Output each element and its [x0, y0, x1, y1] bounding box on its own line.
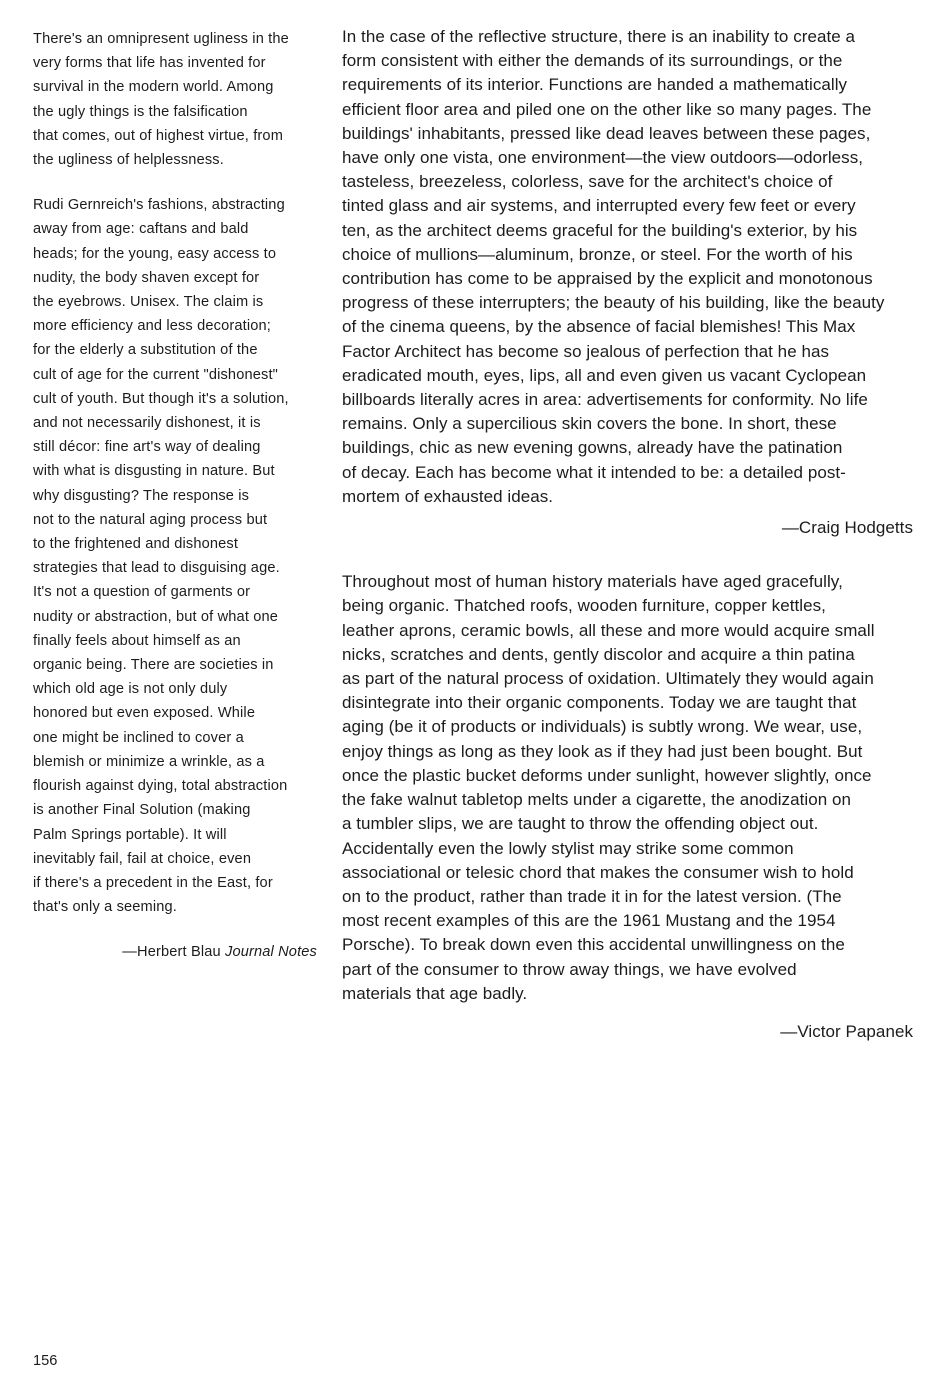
- text-line: tasteless, breezeless, colorless, save for the architect's choice of: [342, 172, 833, 192]
- quote-craig-hodgetts: [342, 25, 927, 509]
- text-line: Accidentally even the lowly stylist may strike some common: [342, 838, 794, 858]
- text-line: for the elderly a substitution of the: [33, 342, 258, 359]
- text-line: mortem of exhausted ideas.: [342, 486, 554, 506]
- text-line: flourish against dying, total abstraction: [33, 778, 288, 795]
- text-line: enjoy things as long as they look as if they had just been bought. But: [342, 741, 863, 761]
- text-line: very forms that life has invented for: [33, 55, 266, 72]
- text-line: cult of age for the current "dishonest": [33, 366, 278, 383]
- text-line: to the frightened and dishonest: [33, 536, 239, 553]
- text-line: organic being. There are societies in: [33, 657, 274, 674]
- text-line: honored but even exposed. While: [33, 705, 256, 722]
- text-line: In the case of the reflective structure, there is an inability to create a: [342, 27, 856, 46]
- text-line: nicks, scratches and dents, gently discolor and acquire a thin patina: [342, 644, 855, 664]
- text-line: is another Final Solution (making: [33, 802, 251, 819]
- text-line: aging (be it of products or individuals) is subtly wrong. We wear, use,: [342, 717, 863, 737]
- text-line: why disgusting? The response is: [33, 487, 250, 504]
- right-column: [342, 25, 927, 1044]
- text-line: contribution has come to be appraised by the explicit and monotonous: [342, 269, 873, 289]
- left-paragraph-2: [33, 193, 323, 919]
- quote-victor-papanek: [342, 570, 927, 1006]
- attribution-victor-papanek: —Victor Papanek: [780, 1021, 913, 1041]
- text-line: Porsche). To break down even this accidental unwillingness on the: [342, 935, 845, 955]
- text-line: Throughout most of human history materials have aged gracefully,: [342, 572, 843, 592]
- text-line: nudity, the body shaven except for: [33, 269, 260, 286]
- left-column: [33, 27, 323, 965]
- text-line: if there's a precedent in the East, for: [33, 874, 273, 891]
- text-line: associational or telesic chord that makes the consumer wish to hold: [342, 862, 854, 882]
- text-line: form consistent with either the demands of its surroundings, or the: [342, 51, 843, 71]
- text-line: disintegrate into their organic components. Today we are taught that: [342, 693, 857, 713]
- text-line: with what is disgusting in nature. But: [33, 463, 275, 480]
- text-line: It's not a question of garments or: [33, 584, 251, 601]
- text-line: one might be inclined to cover a: [33, 729, 244, 746]
- text-line: a tumbler slips, we are taught to throw the offending object out.: [342, 814, 819, 834]
- text-line: most recent examples of this are the 1961 Mustang and the 1954: [342, 911, 836, 931]
- text-line: once the plastic bucket deforms under sunlight, however slightly, once: [342, 765, 872, 785]
- text-line: of decay. Each has become what it intended to be: a detailed post-: [342, 462, 846, 482]
- text-line: and not necessarily dishonest, it is: [33, 415, 261, 432]
- text-line: efficient floor area and piled one on the other like so many pages. The: [342, 99, 872, 119]
- text-line: of the cinema queens, by the absence of facial blemishes! This Max: [342, 317, 856, 337]
- text-line: requirements of its interior. Functions are handed a mathematically: [342, 75, 848, 95]
- text-line: which old age is not only duly: [33, 681, 228, 698]
- attribution-craig-hodgetts: —Craig Hodgetts: [781, 518, 913, 538]
- text-line: heads; for the young, easy access to: [33, 245, 277, 262]
- text-line: Factor Architect has become so jealous of perfection that he has: [342, 341, 830, 361]
- text-line: strategies that lead to disguising age.: [33, 560, 280, 577]
- text-line: billboards literally acres in area: advertisements for conformity. No life: [342, 390, 868, 410]
- text-line: tinted glass and air systems, and interrupted every few feet or every: [342, 196, 856, 216]
- text-line: inevitably fail, fail at choice, even: [33, 850, 252, 867]
- text-line: on to the product, rather than trade it in for the latest version. (The: [342, 886, 842, 906]
- text-line: the eyebrows. Unisex. The claim is: [33, 294, 264, 311]
- text-line: away from age: caftans and bald: [33, 221, 249, 238]
- text-line: the ugly things is the falsification: [33, 103, 248, 120]
- text-line: part of the consumer to throw away things, we have evolved: [342, 959, 797, 979]
- text-line: more efficiency and less decoration;: [33, 318, 271, 335]
- text-line: ten, as the architect deems graceful for the building's exterior, by his: [342, 220, 858, 240]
- text-line: that comes, out of highest virtue, from: [33, 127, 284, 144]
- page-number: 156: [33, 1353, 58, 1369]
- text-line: still décor: fine art's way of dealing: [33, 439, 261, 456]
- text-line: choice of mullions—aluminum, bronze, or steel. For the worth of his: [342, 244, 853, 264]
- section-gap: [342, 540, 927, 570]
- text-line: progress of these interrupters; the beauty of his building, like the beauty: [342, 293, 885, 313]
- text-line: the fake walnut tabletop melts under a cigarette, the anodization on: [342, 790, 852, 810]
- text-line: as part of the natural process of oxidation. Ultimately they would again: [342, 669, 874, 689]
- text-line: being organic. Thatched roofs, wooden furniture, copper kettles,: [342, 596, 826, 616]
- text-line: finally feels about himself as an: [33, 632, 241, 649]
- text-line: Rudi Gernreich's fashions, abstracting: [33, 197, 285, 214]
- text-line: There's an omnipresent ugliness in the: [33, 31, 289, 47]
- text-line: materials that age badly.: [342, 983, 528, 1003]
- text-line: the ugliness of helplessness.: [33, 152, 224, 169]
- attribution-herbert-blau: [33, 940, 323, 964]
- text-line: Palm Springs portable). It will: [33, 826, 227, 843]
- text-line: leather aprons, ceramic bowls, all these and more would acquire small: [342, 620, 875, 640]
- left-paragraph-1: [33, 27, 323, 172]
- attribution-author: —Herbert Blau: [122, 944, 221, 961]
- text-line: nudity or abstraction, but of what one: [33, 608, 279, 625]
- text-line: survival in the modern world. Among: [33, 79, 274, 96]
- text-line: cult of youth. But though it's a solution,: [33, 390, 289, 407]
- text-line: not to the natural aging process but: [33, 511, 268, 528]
- text-line: blemish or minimize a wrinkle, as a: [33, 753, 265, 770]
- text-line: buildings, chic as new evening gowns, already have the patination: [342, 438, 843, 458]
- text-line: have only one vista, one environment—the view outdoors—odorless,: [342, 148, 864, 168]
- attribution-work-title: Journal Notes: [225, 944, 317, 961]
- text-line: eradicated mouth, eyes, lips, all and even given us vacant Cyclopean: [342, 365, 867, 385]
- text-line: remains. Only a supercilious skin covers the bone. In short, these: [342, 414, 837, 434]
- text-line: that's only a seeming.: [33, 899, 177, 916]
- text-line: buildings' inhabitants, pressed like dead leaves between these pages,: [342, 123, 871, 143]
